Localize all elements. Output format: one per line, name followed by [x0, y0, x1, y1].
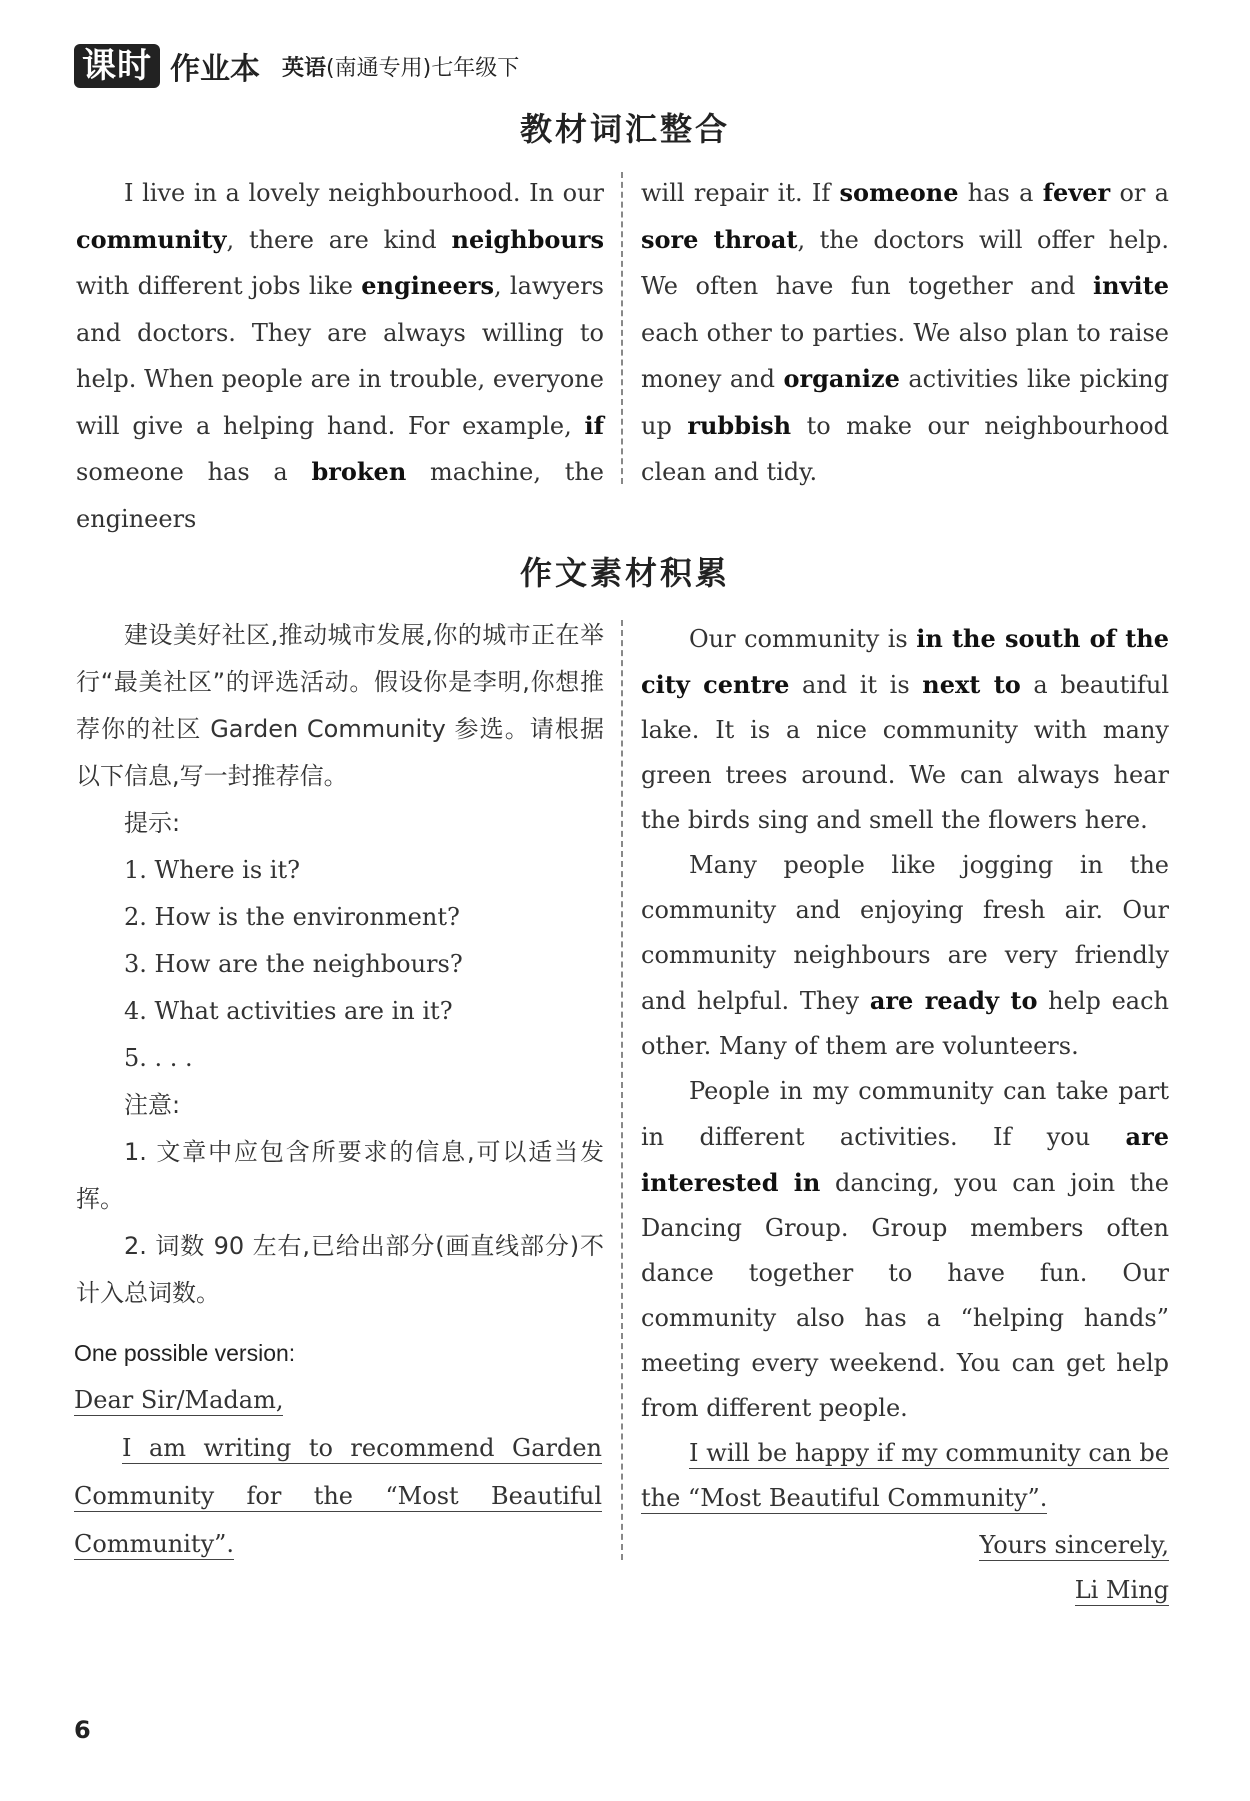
passage-text: , the doctors will offer help. We often have fun together and — [641, 225, 1169, 300]
letter-opening — [74, 1376, 602, 1568]
key-term: are ready to — [869, 986, 1038, 1015]
key-term: are interested in — [641, 1122, 1169, 1197]
edition: (南通专用) — [326, 55, 432, 81]
letter-paragraphs — [641, 616, 1169, 1431]
passage-text: People in my community can take part in different activities. If you — [641, 1077, 1169, 1151]
hint-item: 4. What activities are in it? — [124, 997, 453, 1025]
passage-text: to make our neighbourhood clean and tidy. — [641, 411, 1169, 486]
key-term: in the south of the city centre — [641, 624, 1169, 699]
key-term: if — [584, 410, 604, 440]
letter-body — [641, 616, 1169, 1613]
vocab-paragraph-right — [641, 170, 1169, 496]
prompt-text: 建设美好社区,推动城市发展,你的城市正在举行“最美社区”的评选活动。假设你是李明,你想推荐你的社区 Garden Community 参选。请根据以下信息,写一封推荐信。 — [76, 621, 604, 790]
subject: 英语 — [282, 55, 327, 81]
letter-closing: I will be happy if my community can be the “Most Beautiful Community”. — [641, 1439, 1169, 1512]
key-term: engineers — [361, 271, 494, 300]
key-term: organize — [783, 364, 900, 393]
book-title — [282, 51, 519, 82]
page-header — [74, 42, 519, 90]
passage-text: a beautiful lake. It is a nice community with many green trees around. We can always hear the birds sing and smell the flowers here. — [641, 671, 1170, 834]
key-term: rubbish — [687, 410, 792, 440]
vocab-passage-right — [641, 170, 1169, 496]
key-term: neighbours — [451, 224, 604, 254]
series-name: 作业本 — [170, 52, 260, 87]
key-term: community — [76, 224, 227, 254]
note-item: 2. 词数 90 左右,已给出部分(画直线部分)不计入总词数。 — [76, 1232, 604, 1307]
letter-opening-text: I am writing to recommend Garden Community for the “Most Beautiful Community”. — [74, 1434, 602, 1558]
passage-text: will repair it. If — [641, 179, 840, 207]
passage-text: or a — [1110, 179, 1169, 207]
possible-version-label: One possible version: — [74, 1340, 296, 1366]
passage-text: and it is — [789, 671, 923, 699]
passage-text: , there are kind — [226, 225, 452, 254]
column-divider — [621, 172, 623, 484]
hint-item: 3. How are the neighbours? — [124, 950, 463, 978]
grade: 七年级下 — [431, 55, 520, 81]
key-term: invite — [1093, 271, 1169, 300]
passage-text: help each other. Many of them are volunteers. — [641, 987, 1169, 1060]
letter-signoff: Yours sincerely, — [979, 1531, 1169, 1559]
vocab-passage-left — [76, 170, 604, 542]
key-term: sore throat — [641, 224, 798, 254]
key-term: next to — [922, 670, 1021, 699]
key-term: fever — [1042, 178, 1111, 207]
letter-paragraph — [641, 843, 1169, 1069]
hint-item: 5. . . . — [124, 1044, 193, 1072]
passage-text: , lawyers and doctors. They are always willing to help. When people are in trouble, everyone will give a helping hand. For example, — [76, 272, 604, 440]
vocab-paragraph-left — [76, 170, 604, 542]
key-term: broken — [311, 457, 407, 486]
key-term: someone — [839, 178, 959, 207]
hint-item: 1. Where is it? — [124, 856, 300, 884]
hints-label: 提示: — [124, 809, 181, 837]
passage-text: each other to parties. We also plan to raise money and — [641, 318, 1169, 393]
passage-text: dancing, you can join the Dancing Group. Group members often dance together to have fun. Our community also has a “helping hands” meeting every weekend. You can get help from different people. — [641, 1169, 1170, 1422]
passage-text: I live in a lovely neighbourhood. In our — [124, 179, 604, 207]
note-item: 1. 文章中应包含所要求的信息,可以适当发挥。 — [76, 1138, 604, 1213]
letter-paragraph — [641, 616, 1169, 843]
letter-paragraph — [641, 1069, 1169, 1431]
column-divider-2 — [621, 620, 623, 1560]
hints-list — [76, 847, 604, 1082]
series-logo: 课时 — [74, 44, 160, 88]
passage-text: Many people like jogging in the community and enjoying fresh air. Our community neighbours are very friendly and helpful. They — [641, 851, 1169, 1015]
page-number: 6 — [74, 1716, 91, 1744]
notes-label: 注意: — [124, 1091, 181, 1119]
passage-text: with different jobs like — [76, 272, 362, 300]
letter-greeting: Dear Sir/Madam, — [74, 1386, 284, 1414]
passage-text: someone has a — [76, 458, 312, 486]
letter-signature: Li Ming — [1074, 1576, 1169, 1604]
passage-text: activities like picking up — [641, 365, 1170, 440]
passage-text: has a — [958, 179, 1043, 207]
section-title-writing: 作文素材积累 — [519, 554, 730, 592]
passage-text: machine, the engineers — [76, 458, 604, 533]
passage-text: Our community is — [689, 625, 917, 653]
hint-item: 2. How is the environment? — [124, 903, 460, 931]
section-title-vocabulary: 教材词汇整合 — [519, 110, 730, 148]
writing-prompt — [76, 612, 604, 1317]
